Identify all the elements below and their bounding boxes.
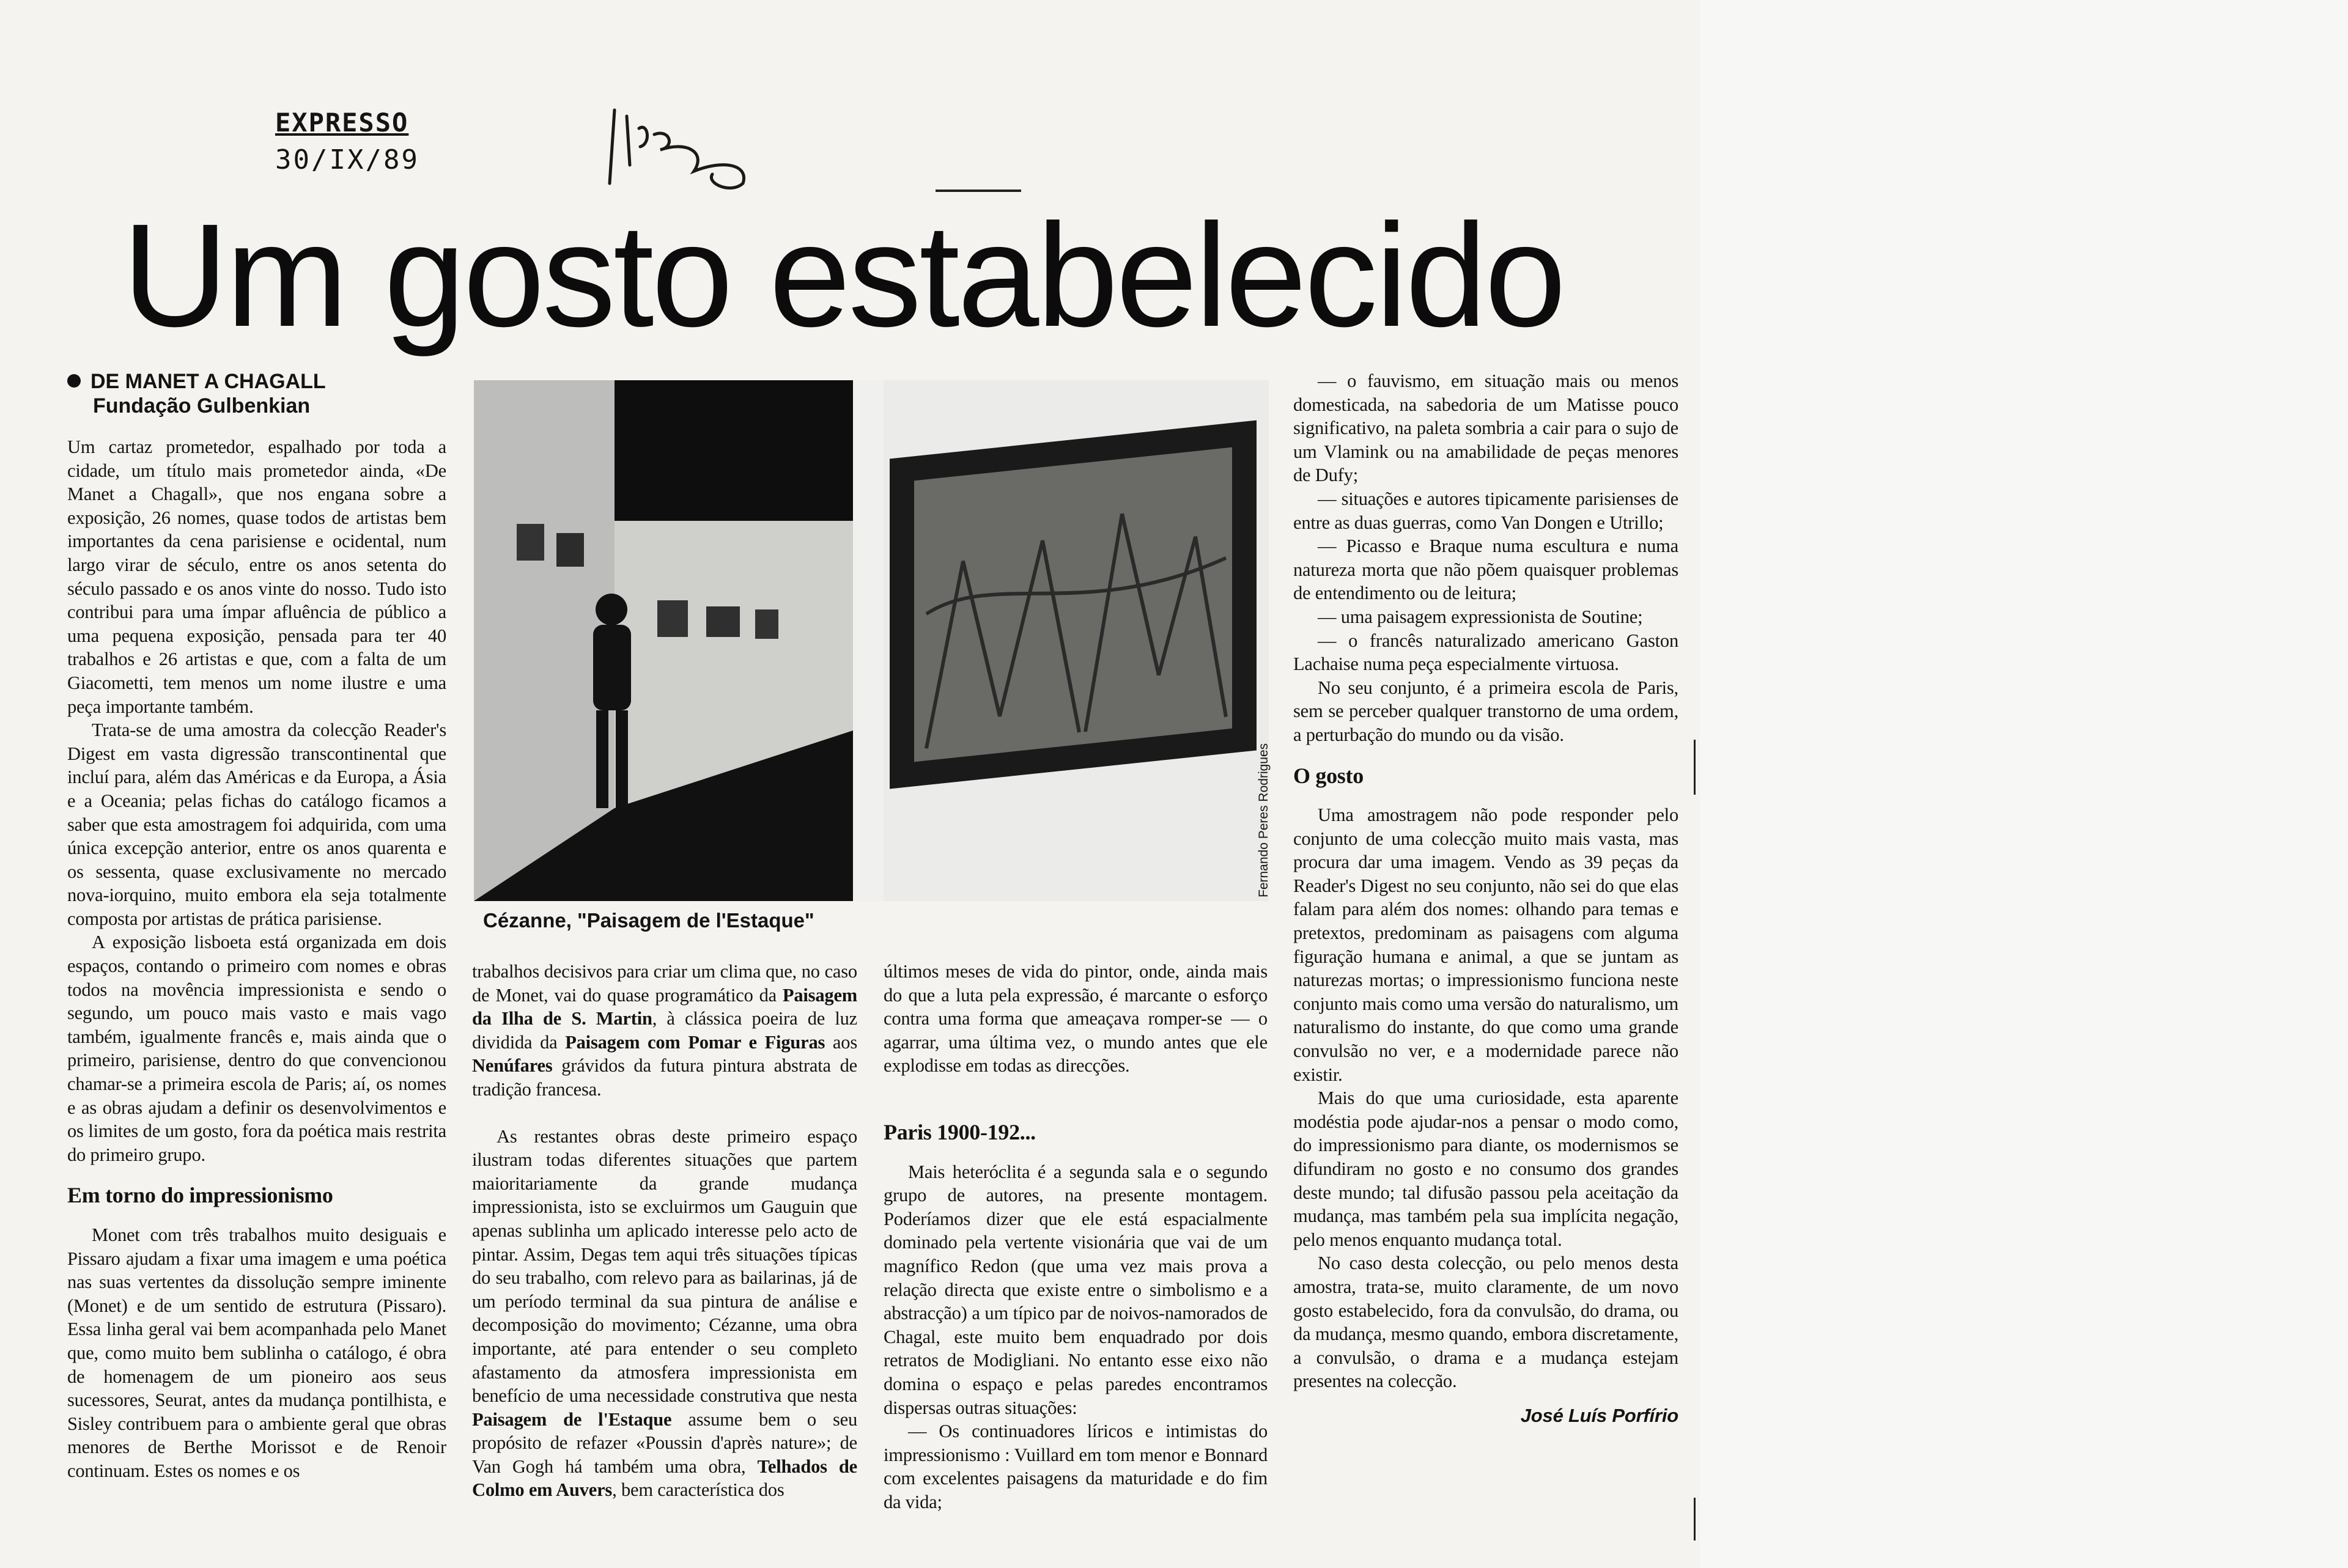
text: , à clássica poeira de luz dividida da bbox=[472, 1008, 857, 1053]
paragraph: últimos meses de vida do pintor, onde, ainda mais do que a luta pela expressão, é marcante o esforço contra uma forma que ameaçava romper-se — o agarrar, uma última vez, o mundo antes que ele explodisse em todas as direcções. bbox=[884, 961, 1268, 1077]
photo-caption: Cézanne, "Paisagem de l'Estaque" bbox=[483, 909, 814, 932]
handwritten-signature bbox=[602, 92, 773, 196]
paragraph: Uma amostragem não pode responder pelo conjunto de uma colecção muito mais vasta, mas procura dar uma imagem. Vendo as 39 peças da Reader's Digest no seu conjunto, não sei do que elas falam para além dos nomes: olhando para temas e pretextos, predominam as paisagens com alguma figuração humana e animal, a que se juntam as naturezas mortas; o impressionismo funciona neste conjunto mais como uma versão do naturalismo, um naturalismo do instante, do que como uma grande convulsão no ver, e a modernidade parece não existir. bbox=[1293, 804, 1678, 1085]
paragraph: Monet com três trabalhos muito desiguais e Pissaro ajudam a fixar uma imagem e uma poética nas suas vertentes da dissolução sempre iminente (Monet) e de um sentido de estrutura (Pissaro). Essa linha geral vai bem acompanhada pelo Manet que, como muito bem sublinha o catálogo, é obra de homenagem de um pioneiro aos seus sucessores, Seurat, antes da mudança pontilhista, e Sisley contribuem para o ambiente geral que obras menores de Berthe Morissot e de Renoir continuam. Estes os nomes e os bbox=[67, 1224, 446, 1481]
paragraph: — Picasso e Braque numa escultura e numa natureza morta que não põem quaisquer problemas de entendimento ou de leitura; bbox=[1293, 536, 1678, 604]
column-3 bbox=[884, 960, 1268, 1514]
paragraph: — o francês naturalizado americano Gaston Lachaise numa peça especialmente virtuosa. bbox=[1293, 630, 1678, 675]
exhibition-photo bbox=[474, 380, 1269, 901]
column-4 bbox=[1293, 369, 1678, 1428]
paragraph: Mais do que uma curiosidade, esta aparente modéstia pode ajudar-nos a pensar o modo como, do impressionismo para diante, os modernismos se difundiram no gosto e no consumo dos grandes deste mundo; tal difusão passou pela aceitação da mudança, mas também pela sua implícita negação, pelo menos enquanto mudança total. bbox=[1293, 1088, 1678, 1250]
bullet-icon bbox=[67, 374, 81, 388]
top-rule bbox=[936, 190, 1021, 192]
subheading: Paris 1900-192... bbox=[884, 1119, 1036, 1144]
subheading: O gosto bbox=[1293, 763, 1364, 788]
artwork-title: Telhados de Colmo em Auvers bbox=[472, 1456, 857, 1501]
paragraph: — Os continuadores líricos e intimistas do impressionismo : Vuillard em tom menor e Bonnard com excelentes paisagens da maturidade e do fim da vida; bbox=[884, 1421, 1268, 1512]
paragraph: No caso desta colecção, ou pelo menos desta amostra, trata-se, muito claramente, de um novo gosto estabelecido, fora da convulsão, do drama, ou da mudança, mesmo quando, embora discretamente, a convulsão, o drama e a mudança estejam presentes na colecção. bbox=[1293, 1253, 1678, 1392]
text: trabalhos decisivos para criar um clima que, no caso de Monet, vai do quase programático da bbox=[472, 961, 857, 1006]
artwork-title: Paisagem com Pomar e Figuras bbox=[565, 1031, 825, 1053]
paragraph: Trata-se de uma amostra da colecção Reader's Digest em vasta digressão transcontinental que incluí para, além das Américas e da Europa, a Ásia e a Oceania; pelas fichas do catálogo ficamos a saber que esta amostragem foi adquirida, com uma única excepção anterior, entre os anos quarenta e os sessenta, quase exclusivamente no mercado nova-iorquino, muito embora ela seja totalmente composta por artistas de prática parisiense. bbox=[67, 720, 446, 929]
column-1 bbox=[67, 435, 446, 1483]
text: As restantes obras deste primeiro espaço ilustram todas diferentes situações que partem maioritariamente da grande mudança impressionista, isto se excluirmos um Gauguin que apenas sublinha um aplicado interesse pelo acto de pintar. Assim, Degas tem aqui três situações típicas do seu trabalho, com relevo para as bailarinas, já de um período terminal da sua pintura de análise e decomposição do movimento; Cézanne, uma obra importante, até para entender o seu completo afastamento da atmosfera impressionista em benefício de uma necessidade construtiva que nesta bbox=[472, 1125, 857, 1407]
artwork-title: Nenúfares bbox=[472, 1055, 553, 1077]
text: , bem característica dos bbox=[612, 1479, 785, 1501]
publication-date: 30/IX/89 bbox=[275, 144, 419, 175]
blank-margin bbox=[1700, 0, 2348, 1568]
paragraph: — o fauvismo, em situação mais ou menos domesticada, na sabedoria de um Matisse pouco significativo, na paleta sombria a cair para o sujo de um Vlamink ou na amabilidade de peças menores de Dufy; bbox=[1293, 370, 1678, 486]
paragraph: — uma paisagem expressionista de Soutine; bbox=[1318, 606, 1643, 627]
photo-credit: Fernando Peres Rodrigues bbox=[1257, 743, 1271, 897]
newspaper-name: EXPRESSO bbox=[275, 108, 409, 138]
kicker bbox=[67, 369, 326, 418]
masthead bbox=[275, 110, 419, 174]
text: aos bbox=[825, 1031, 857, 1053]
column-rule bbox=[1694, 1498, 1696, 1540]
paragraph: No seu conjunto, é a primeira escola de Paris, sem se perceber qualquer transtorno de uma ordem, a perturbação do mundo ou da visão. bbox=[1293, 677, 1678, 745]
text: grávidos da futura pintura abstrata de tradição francesa. bbox=[472, 1055, 857, 1100]
artwork-title: Paisagem da Ilha de S. Martin bbox=[472, 984, 857, 1029]
paragraph bbox=[472, 960, 857, 1102]
paragraph: A exposição lisboeta está organizada em dois espaços, contando o primeiro com nomes e obras todos na movência impressionista e sendo o segundo, um pouco mais vasto e mais vago também, igualmente francês e, mais ainda que o primeiro, parisiense, dentro do que convencionou chamar-se a primeira escola de Paris; aí, os nomes e as obras ajudam a definir os desenvolvimentos e os limites de um gosto, fora da poética mais restrita do primeiro grupo. bbox=[67, 932, 446, 1165]
subheading: Em torno do impressionismo bbox=[67, 1183, 333, 1208]
headline: Um gosto estabelecido bbox=[122, 193, 1564, 357]
paragraph: — situações e autores tipicamente parisienses de entre as duas guerras, como Van Dongen e Utrillo; bbox=[1293, 488, 1678, 533]
author-byline: José Luís Porfírio bbox=[1520, 1404, 1678, 1426]
exhibition-title: DE MANET A CHAGALL bbox=[90, 370, 326, 393]
column-rule bbox=[1694, 740, 1696, 795]
paragraph: Um cartaz prometedor, espalhado por toda a cidade, um título mais prometedor ainda, «De Manet a Chagall», que nos engana sobre a exposição, 26 nomes, quase todos de artistas bem importantes da cena parisiense e ocidental, num largo virar de século, entre os anos setenta do século passado e os anos vinte do nosso. Tudo isto contribui para uma ímpar afluência de público a uma pequena exposição, pensada para ter 40 trabalhos e 26 artistas e que, com a falta de um Giacometti, tem menos um nome ilustre e uma peça importante também. bbox=[67, 436, 446, 717]
artwork-title: Paisagem de l'Estaque bbox=[472, 1408, 672, 1430]
paragraph: Mais heteróclita é a segunda sala e o segundo grupo de autores, na presente montagem. Poderíamos dizer que ele está espacialmente dominado pela vertente visionária que vai de um magnífico Redon (que uma vez mais prova a relação directa que existe entre o simbolismo e a abstracção) a um típico par de noivos-namorados de Chagal, este muito bem enquadrado por dois retratos de Modigliani. No entanto esse eixo não domina o espaço e pelas paredes encontramos dispersas outras situações: bbox=[884, 1161, 1268, 1418]
column-2 bbox=[472, 960, 857, 1502]
paragraph bbox=[472, 1125, 857, 1503]
venue: Fundação Gulbenkian bbox=[93, 394, 311, 418]
text: assume bem o seu propósito de refazer «Poussin d'après nature»; de Van Gogh há também uma obra, bbox=[472, 1408, 858, 1477]
